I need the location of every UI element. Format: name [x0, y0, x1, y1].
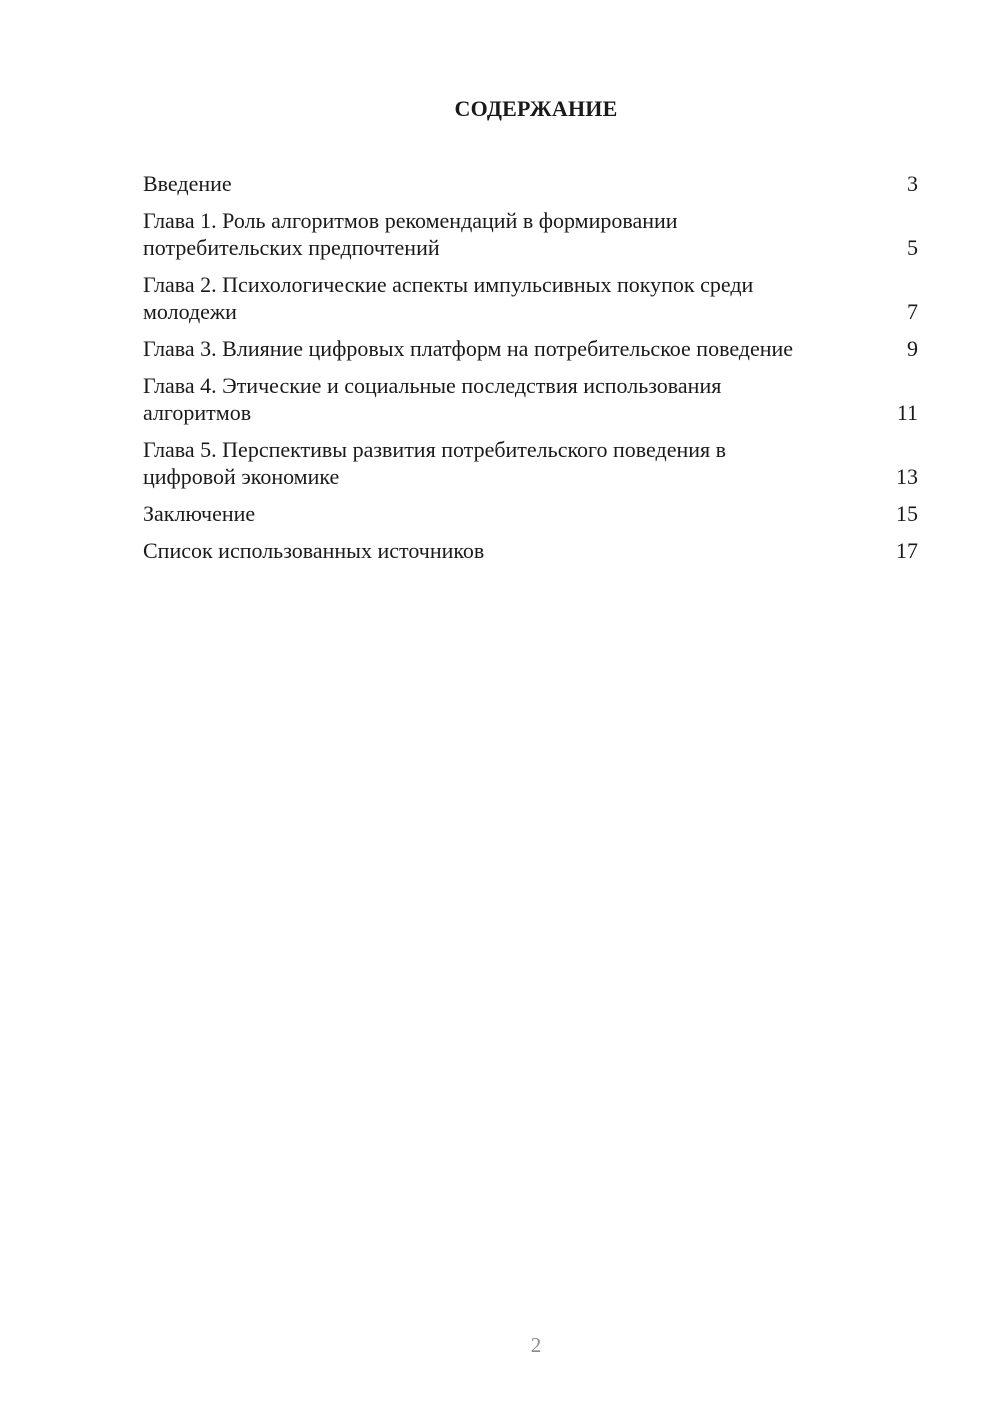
toc-entry-page: 17 [896, 538, 918, 563]
toc-entry-text: Глава 2. Психологические аспекты импульсивных покупок среди молодежи [143, 272, 754, 324]
page-number: 2 [530, 1333, 542, 1357]
toc-entry-page: 15 [896, 501, 918, 526]
toc-entry-page: 3 [907, 171, 918, 196]
toc-entry-text: Глава 1. Роль алгоритмов рекомендаций в формировании потребительских предпочтений [143, 208, 678, 260]
toc-entry-page: 5 [907, 235, 918, 260]
toc-entry-chapter-2[interactable] [143, 271, 918, 325]
toc-entry-page: 9 [907, 336, 918, 361]
toc-entry-text: Глава 3. Влияние цифровых платформ на потребительское поведение [143, 336, 794, 361]
toc-entry-chapter-5[interactable] [143, 436, 918, 490]
toc-entry-text: Введение [143, 171, 232, 196]
toc-entry-introduction[interactable] [143, 170, 918, 197]
toc-entry-references[interactable] [143, 537, 918, 564]
toc-entry-page: 11 [896, 400, 918, 425]
table-of-contents [143, 170, 918, 574]
toc-entry-text: Глава 5. Перспективы развития потребительского поведения в цифровой экономике [143, 437, 727, 489]
toc-entry-text: Заключение [143, 501, 256, 526]
toc-entry-chapter-4[interactable] [143, 372, 918, 426]
toc-entry-page: 13 [896, 464, 918, 489]
page-title: СОДЕРЖАНИЕ [454, 96, 618, 121]
toc-entry-chapter-3[interactable] [143, 335, 918, 362]
toc-entry-text: Список использованных источников [143, 538, 485, 563]
toc-entry-chapter-1[interactable] [143, 207, 918, 261]
toc-entry-conclusion[interactable] [143, 500, 918, 527]
toc-entry-text: Глава 4. Этические и социальные последствия использования алгоритмов [143, 373, 722, 425]
toc-entry-page: 7 [907, 299, 918, 324]
